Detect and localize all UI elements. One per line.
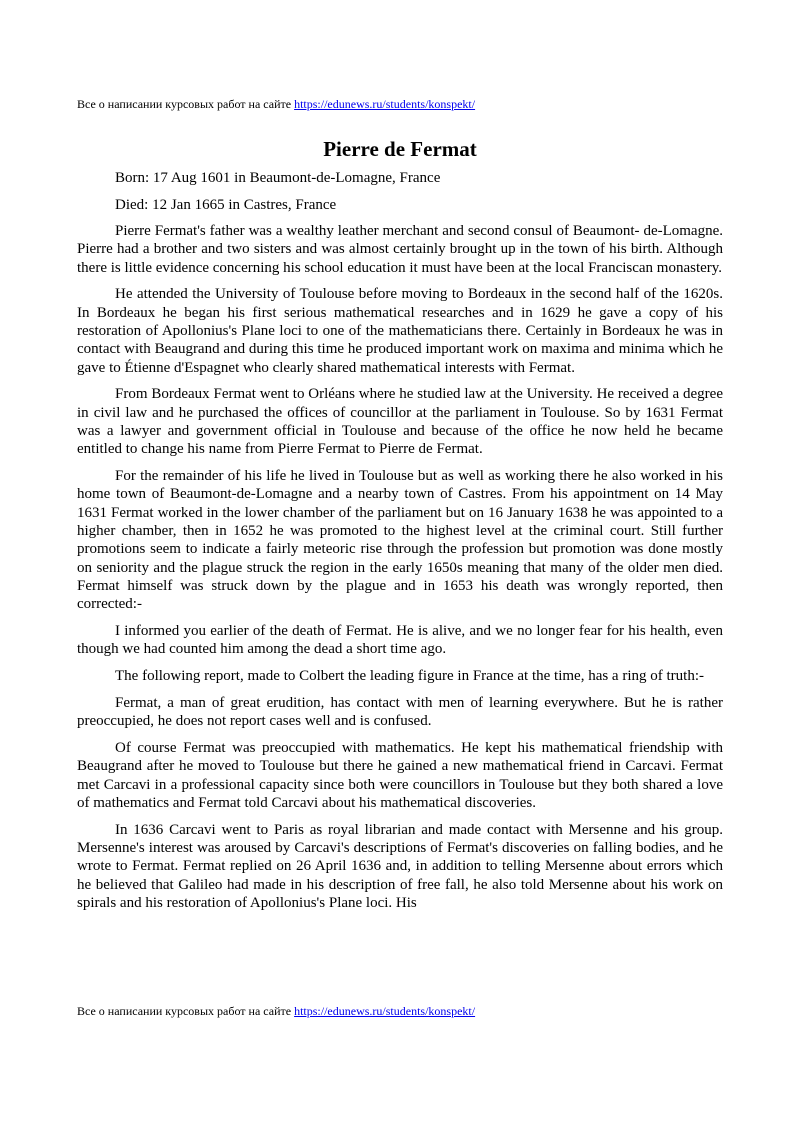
paragraph: He attended the University of Toulouse before moving to Bordeaux in the second half of the 1620s. In Bordeaux he began his first serious mathematical researches and in 1629 he gave a copy of his restoration of Apollonius's Plane loci to one of the mathematicians there. Certainly in Bordeaux he was in contact with Beaugrand and during this time he produced important work on maxima and minima which he gave to Étienne d'Espagnet who clearly shared mathematical interests with Fermat. bbox=[77, 286, 723, 376]
article-body bbox=[77, 222, 723, 921]
paragraph: Of course Fermat was preoccupied with mathematics. He kept his mathematical friendship with Beaugrand after he moved to Toulouse but there he gained a new mathematical friend in Carcavi. Fermat met Carcavi in a professional capacity since both were councillors in Toulouse but they both shared a love of mathematics and Fermat told Carcavi about his mathematical discoveries. bbox=[77, 739, 723, 811]
header-text: Все о написании курсовых работ на сайте bbox=[77, 97, 295, 111]
quote-paragraph: I informed you earlier of the death of Fermat. He is alive, and we no longer fear for his health, even though we had counted him among the dead a short time ago. bbox=[77, 622, 723, 658]
paragraph: In 1636 Carcavi went to Paris as royal librarian and made contact with Mersenne and his group. Mersenne's interest was aroused by Carcavi's descriptions of Fermat's discoveries on falling bodies, and he wrote to Fermat. Fermat replied on 26 April 1636 and, in addition to telling Mersenne about errors which he believed that Galileo had made in his description of free fall, he also told Mersenne about his work on spirals and his restoration of Apollonius's Plane loci. His bbox=[77, 821, 723, 911]
born-line: Born: 17 Aug 1601 in Beaumont-de-Lomagne, France bbox=[115, 170, 441, 186]
paragraph: Pierre Fermat's father was a wealthy leather merchant and second consul of Beaumont- de-Lomagne. Pierre had a brother and two sisters and was almost certainly brought up in the town of his birth. Although there is little evidence concerning his school education it must have been at the local Franciscan monastery. bbox=[77, 223, 723, 276]
footer-text: Все о написании курсовых работ на сайте bbox=[77, 1004, 295, 1018]
header-link[interactable]: https://edunews.ru/students/konspekt/ bbox=[294, 97, 476, 111]
page-header bbox=[77, 97, 475, 111]
footer-link[interactable]: https://edunews.ru/students/konspekt/ bbox=[294, 1004, 476, 1018]
page-footer bbox=[77, 1004, 475, 1018]
page-title: Pierre de Fermat bbox=[323, 137, 477, 161]
quote-paragraph: Fermat, a man of great erudition, has contact with men of learning everywhere. But he is rather preoccupied, he does not report cases well and is confused. bbox=[77, 694, 723, 730]
paragraph: For the remainder of his life he lived in Toulouse but as well as working there he also worked in his home town of Beaumont-de-Lomagne and a nearby town of Castres. From his appointment on 14 May 1631 Fermat worked in the lower chamber of the parliament but on 16 January 1638 he was appointed to a higher chamber, then in 1652 he was promoted to the highest level at the criminal court. Still further promotions seem to indicate a fairly meteoric rise through the profession but promotion was done mostly on seniority and the plague struck the region in the early 1650s meaning that many of the older men died. Fermat himself was struck down by the plague and in 1653 his death was wrongly reported, then corrected:- bbox=[77, 468, 723, 613]
paragraph: From Bordeaux Fermat went to Orléans where he studied law at the University. He received a degree in civil law and he purchased the offices of councillor at the parliament in Toulouse. So by 1631 Fermat was a lawyer and government official in Toulouse and because of the office he now held he became entitled to change his name from Pierre Fermat to Pierre de Fermat. bbox=[77, 386, 723, 458]
paragraph: The following report, made to Colbert the leading figure in France at the time, has a ring of truth:- bbox=[115, 668, 704, 685]
died-line: Died: 12 Jan 1665 in Castres, France bbox=[115, 197, 337, 213]
